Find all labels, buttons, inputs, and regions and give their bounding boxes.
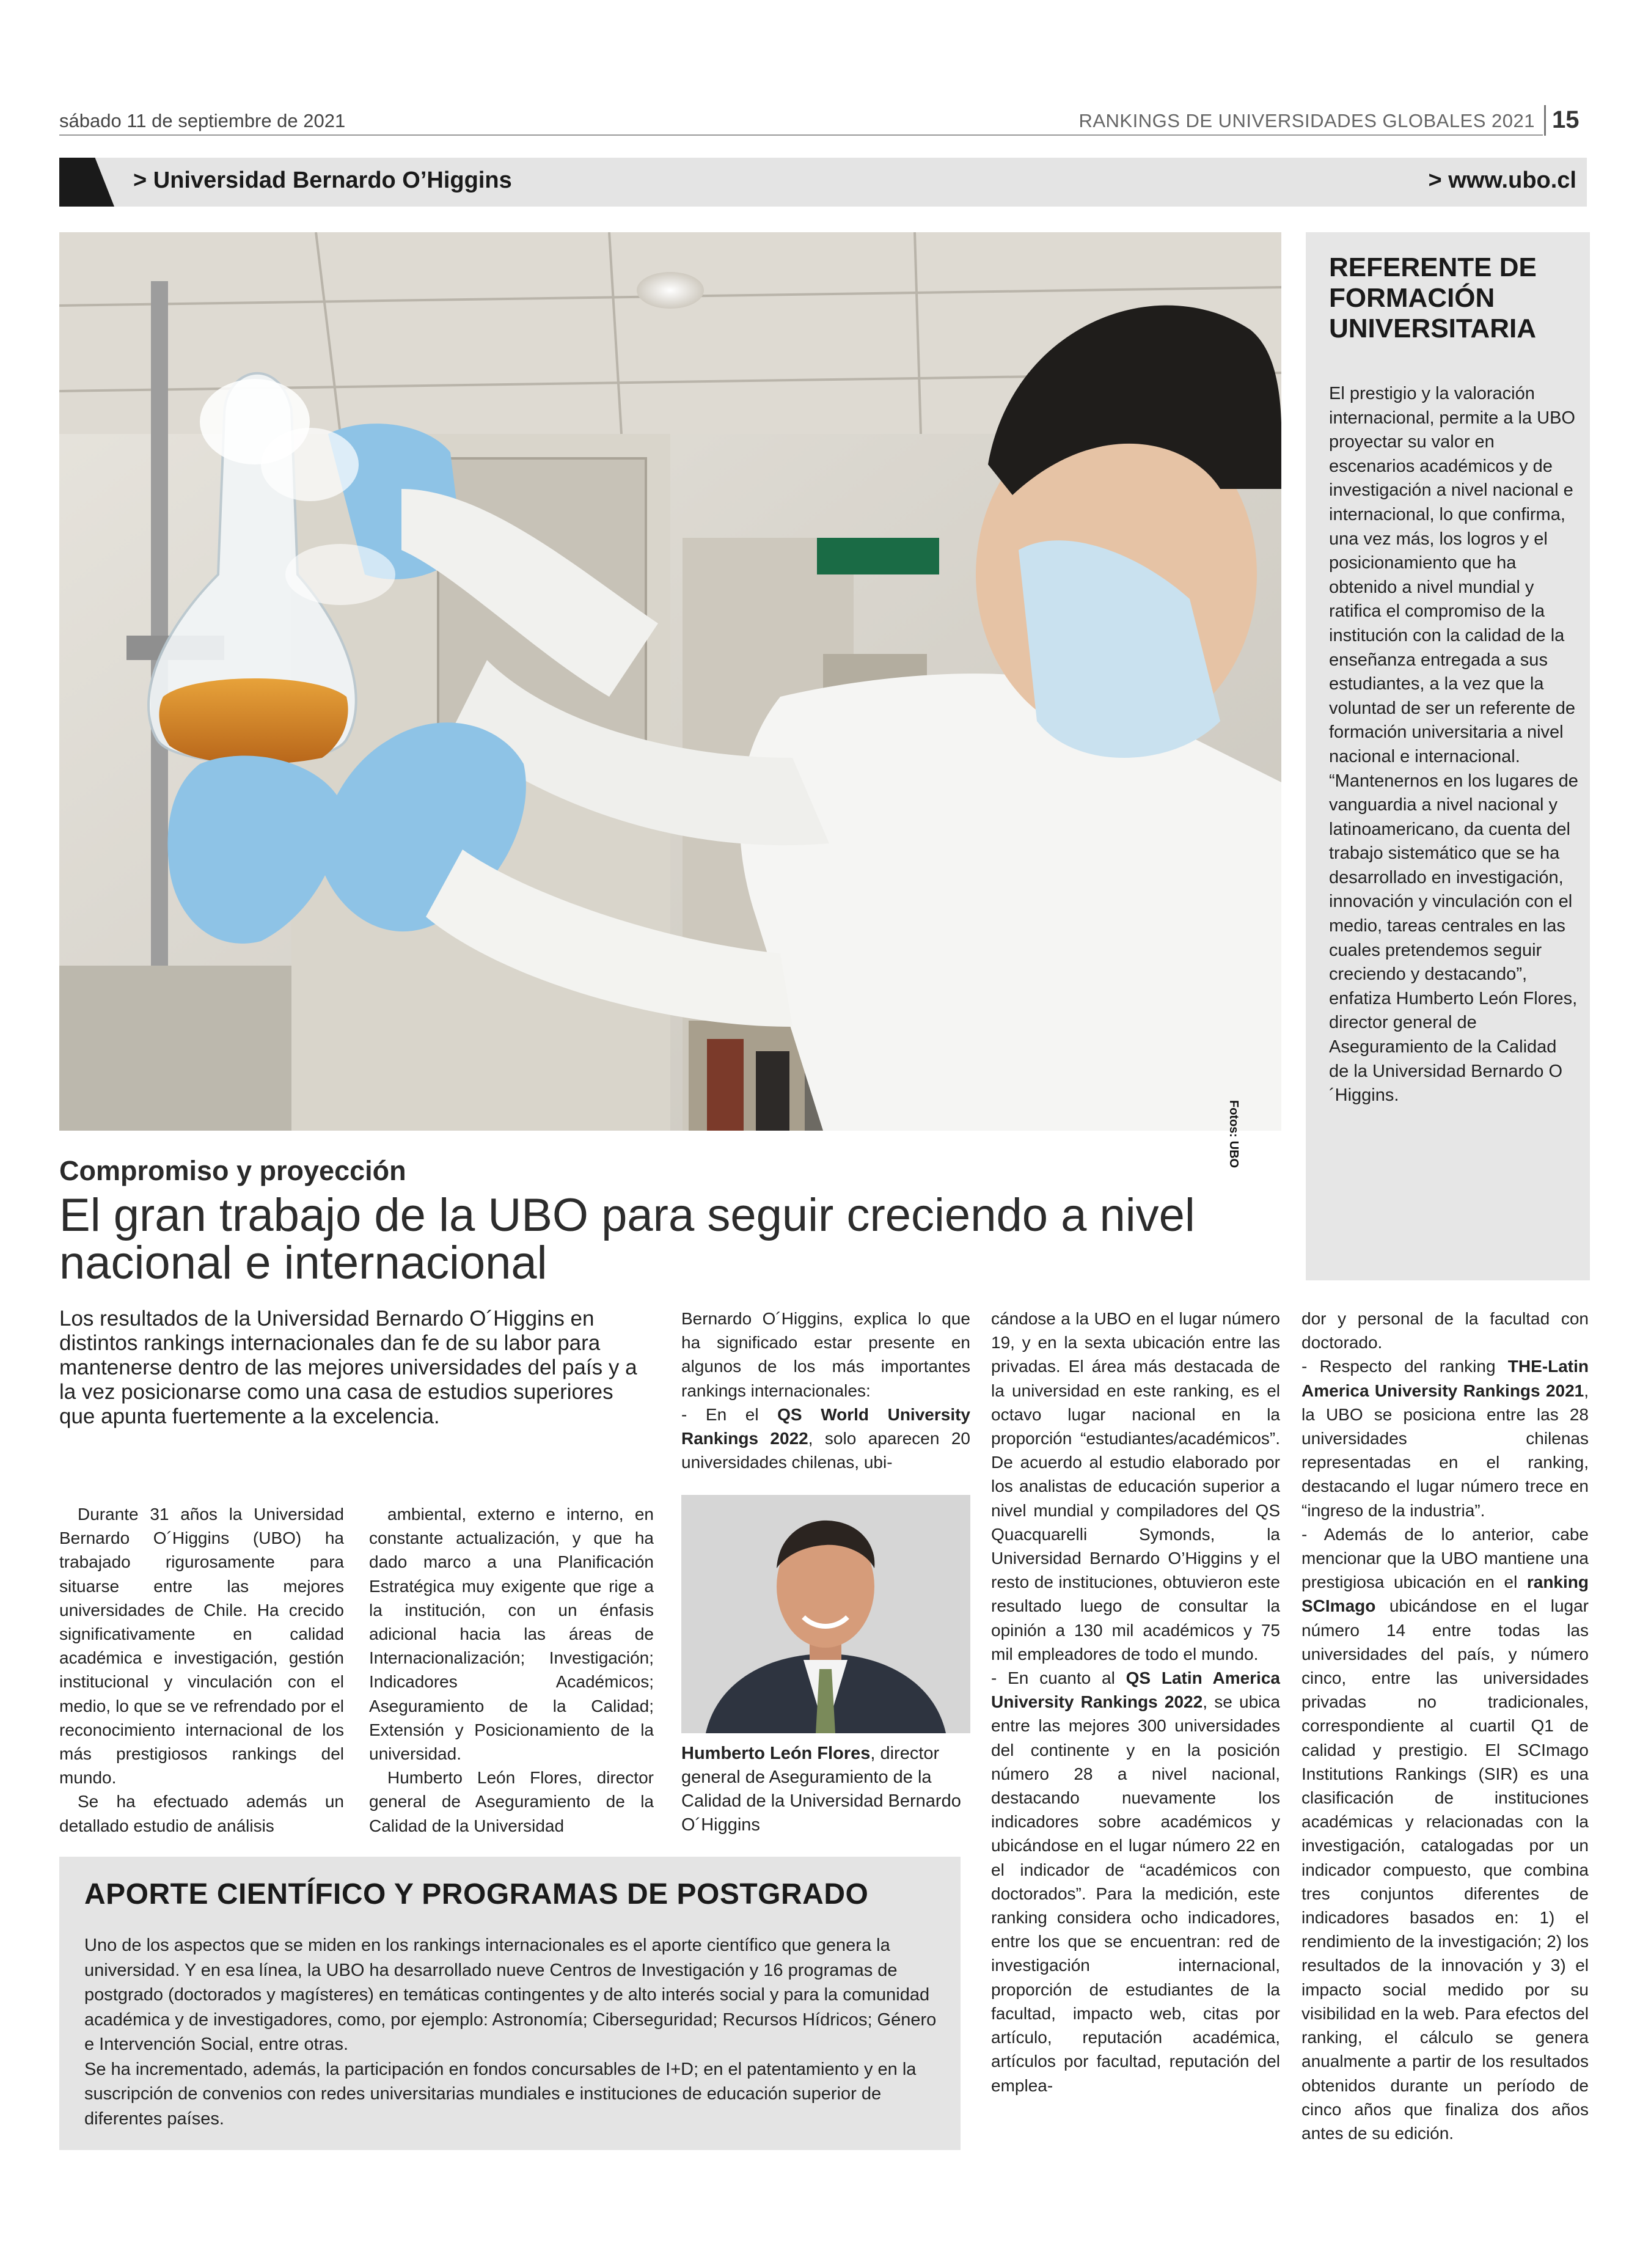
portrait-caption: [681, 1742, 970, 1837]
article-lead: Los resultados de la Universidad Bernardo O´Higgins en distintos rankings internacionales dan fe de su labor para mantenerse dentro de las mejores universidades del país y a la vez posicionarse como una casa de estudios superiores que apunta fuertemente a la excelencia.: [59, 1307, 637, 1428]
article-column-4: [991, 1307, 1280, 2097]
text-run: - En cuanto al: [991, 1668, 1126, 1688]
article-column-1: [59, 1502, 344, 1838]
ranking-name: QS World University Rankings 2022: [681, 1404, 970, 1448]
sidebar-quote: “Mantenernos en los lugares de vanguardia a nivel nacional y latinoamericano, da cuenta del trabajo sistemático que se ha desarrollado en investigación, innovación y vinculación con el medio, tareas centrales en las cuales pretendemos seguir creciendo y destacando”, enfatiza Humberto León Flores, director general de Aseguramiento de la Calidad de la Universidad Bernardo O´Higgins.: [1329, 771, 1578, 1106]
article-column-2: [369, 1502, 654, 1838]
sidebar-title: REFERENTE DE FORMACIÓN UNIVERSITARIA: [1329, 252, 1537, 343]
text-run: , la UBO se posiciona entre las 28 universidades chilenas representadas en el ranking, destacando el lugar número trece en “ingreso de la industria”.: [1301, 1381, 1589, 1520]
body-paragraph: ambiental, externo e interno, en constante actualización, y que ha dado marco a una Planificación Estratégica muy exigente que rige a la institución, con un énfasis adicional hacia las áreas de Internacionalización; Investigación; Indicadores Académicos; Aseguramiento de la Calidad; Extensión y Posicionamiento de la universidad.: [369, 1505, 654, 1764]
text-run: ubicándose en el lugar número 14 entre todas las universidades del país, y número cinco, entre las universidades privadas no tradicionales, correspondiente al cuartil Q1 de calidad y prestigio. El SCImago Institutions Rankings (SIR) es una clasificación de instituciones académicas y relacionadas con la investigación, catalogadas por un indicador compuesto, que combina tres conjuntos diferentes de indicadores basados en: 1) el rendimiento de la investigación; 2) los resultados de la innovación y 3) el impacto social medido por su visibilidad en la web. Para efectos del ranking, el cálculo se genera anualmente a partir de los resultados obtenidos durante un período de cinco años que finaliza dos años antes de su edición.: [1301, 1596, 1589, 2143]
body-paragraph: [1301, 1354, 1589, 1522]
article-column-5: [1301, 1307, 1589, 2145]
header-rule: [59, 134, 1543, 136]
info-box-text: [84, 1933, 937, 2131]
body-paragraph: [991, 1666, 1280, 2097]
body-paragraph: dor y personal de la facultad con doctorado.: [1301, 1309, 1589, 1352]
banner-website: > www.ubo.cl: [1428, 167, 1576, 193]
body-paragraph: Durante 31 años la Universidad Bernardo O´Higgins (UBO) ha trabajado rigurosamente para situarse entre las mejores universidades de Chile. Ha crecido significativamente en calidad académica e investigación, gestión institucional y vinculación con el medio, lo que se ve refrendado por el reconocimiento internacional de los más prestigiosos rankings del mundo.: [59, 1505, 344, 1788]
ranking-name: QS Latin America University Rankings 2022: [991, 1668, 1280, 1712]
text-run: - Respecto del ranking: [1301, 1357, 1508, 1376]
text-run: - En el: [681, 1404, 778, 1424]
portrait-photo: [681, 1495, 970, 1733]
article-column-3: [681, 1307, 970, 1474]
article-headline: El gran trabajo de la UBO para seguir creciendo a nivel nacional e internacional: [59, 1189, 1195, 1289]
article-kicker: Compromiso y proyección: [59, 1155, 406, 1186]
section-title: RANKINGS DE UNIVERSIDADES GLOBALES 2021: [1078, 110, 1535, 131]
body-paragraph: Humberto León Flores, director general de Aseguramiento de la Calidad de la Universidad: [369, 1768, 654, 1835]
caption-name: Humberto León Flores: [681, 1744, 871, 1763]
body-paragraph: cándose a la UBO en el lugar número 19, y en la sexta ubicación entre las privadas. El área más destacada de la universidad en este ranking, es el octavo lugar nacional en la proporción “estudiantes/académicos”. De acuerdo al estudio elaborado por los analistas de educación superior a nivel mundial y compiladores del QS Quacquarelli Symonds, la Universidad Bernardo O’Higgins y el resto de instituciones, obtuvieron este resultado luego de consultar la opinión a 130 mil académicos y 75 mil empleadores de todo el mundo.: [991, 1309, 1280, 1664]
body-paragraph: [681, 1403, 970, 1475]
box-paragraph: Uno de los aspectos que se miden en los rankings internacionales es el aporte científico que genera la universidad. Y en esa línea, la UBO ha desarrollado nueve Centros de Investigación y 16 programas de postgrado (doctorados y magísteres) en temáticas contingentes y de alto interés social y para la comunidad académica y de investigadores, como, por ejemplo: Astronomía; Ciberseguridad; Recursos Hídricos; Género e Intervención Social, entre otras.: [84, 1936, 937, 2054]
issue-date: sábado 11 de septiembre de 2021: [59, 110, 346, 131]
info-box-title: APORTE CIENTÍFICO Y PROGRAMAS DE POSTGRADO: [84, 1878, 869, 1910]
lab-photo: [59, 232, 1281, 1131]
banner-university-name: > Universidad Bernardo O’Higgins: [133, 167, 512, 193]
photo-credit: Fotos: UBO: [1227, 1100, 1240, 1169]
header-divider: [1544, 105, 1546, 136]
page-number: 15: [1552, 106, 1580, 133]
text-run: - Además de lo anterior, cabe mencionar que la UBO mantiene una prestigiosa ubicación en el: [1301, 1524, 1589, 1592]
sidebar-paragraph: El prestigio y la valoración internacional, permite a la UBO proyectar su valor en escenarios académicos y de investigación a nivel nacional e internacional, lo que confirma, una vez más, los logros y el posicionamiento que ha obtenido a nivel mundial y ratifica el compromiso de la institución con la calidad de la enseñanza entregada a sus estudiantes, a la vez que la voluntad de ser un referente de formación universitaria a nivel nacional e internacional.: [1329, 384, 1576, 766]
text-run: , solo aparecen 20 universidades chilenas, ubi-: [681, 1429, 970, 1472]
text-run: , se ubica entre las mejores 300 universidades del continente y en la posición número 28 a nivel nacional, destacando nuevamente los indicadores sobre académicos y ubicándose en el lugar número 22 en el indicador de “académicos con doctorados”. Para la medición, este ranking considera ocho indicadores, entre los que se encuentran: red de investigación internacional, proporción de estudiantes de la facultad, impacto web, citas por artículo, reputación académica, artículos por facultad, reputación del emplea-: [991, 1692, 1280, 2095]
body-paragraph: Bernardo O´Higgins, explica lo que ha significado estar presente en algunos de los más importantes rankings internacionales:: [681, 1309, 970, 1400]
box-paragraph: Se ha incrementado, además, la participación en fondos concursables de I+D; en el patentamiento y en la suscripción de convenios con redes universitarias mundiales e instituciones de educación superior de diferentes países.: [84, 2059, 917, 2129]
ranking-name: THE-Latin America University Rankings 2021: [1301, 1357, 1589, 1400]
body-paragraph: Se ha efectuado además un detallado estudio de análisis: [59, 1792, 344, 1835]
sidebar-text: [1329, 382, 1580, 1108]
caption-text: , director general de Aseguramiento de la Calidad de la Universidad Bernardo O´Higgins: [681, 1744, 961, 1835]
ranking-name: ranking SCImago: [1301, 1573, 1589, 1616]
body-paragraph: [1301, 1522, 1589, 2145]
